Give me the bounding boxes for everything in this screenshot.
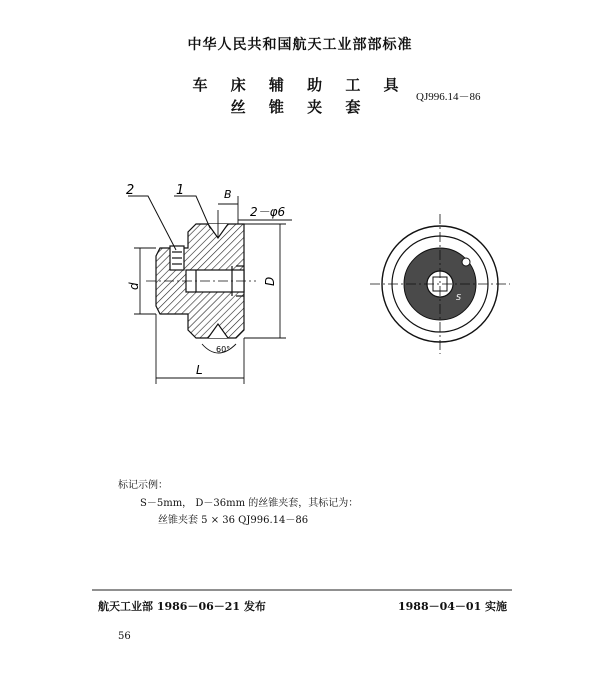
standard-number: QJ996.14－86: [416, 91, 481, 103]
effective-date: 1988－04－01 实施: [398, 600, 508, 613]
part-label-1: 1: [176, 183, 185, 198]
marking-example-line1: S－5mm， D－36mm 的丝锥夹套，其标记为：: [140, 498, 359, 509]
part-label-2: 2: [126, 183, 135, 198]
dim-L-label: L: [196, 363, 203, 377]
issued-by-date: 航天工业部 1986－06－21 发布: [98, 600, 266, 613]
dim-D-label: D: [263, 276, 277, 286]
standard-org-title: 中华人民共和国航天工业部部标准: [187, 37, 413, 53]
page-number: 56: [118, 631, 131, 642]
leader-item-1: [174, 196, 210, 228]
marking-example-line2: 丝锥夹套 5 × 36 QJ996.14－86: [158, 515, 309, 526]
marking-example-heading: 标记示例：: [118, 480, 168, 491]
dim-S-label: S: [456, 293, 462, 302]
dim-B-label: B: [224, 188, 232, 201]
document-title-line1: 车 床 辅 助 工 具: [192, 76, 408, 94]
leader-item-2: [128, 196, 176, 250]
document-title-line2: 丝 锥 夹 套: [230, 98, 370, 116]
dim-angle-label: 60°: [216, 345, 231, 354]
section-view: [146, 224, 256, 338]
dim-holes-label: 2－φ6: [250, 205, 286, 219]
dim-d-label: d: [127, 282, 141, 290]
end-view: [370, 214, 510, 354]
